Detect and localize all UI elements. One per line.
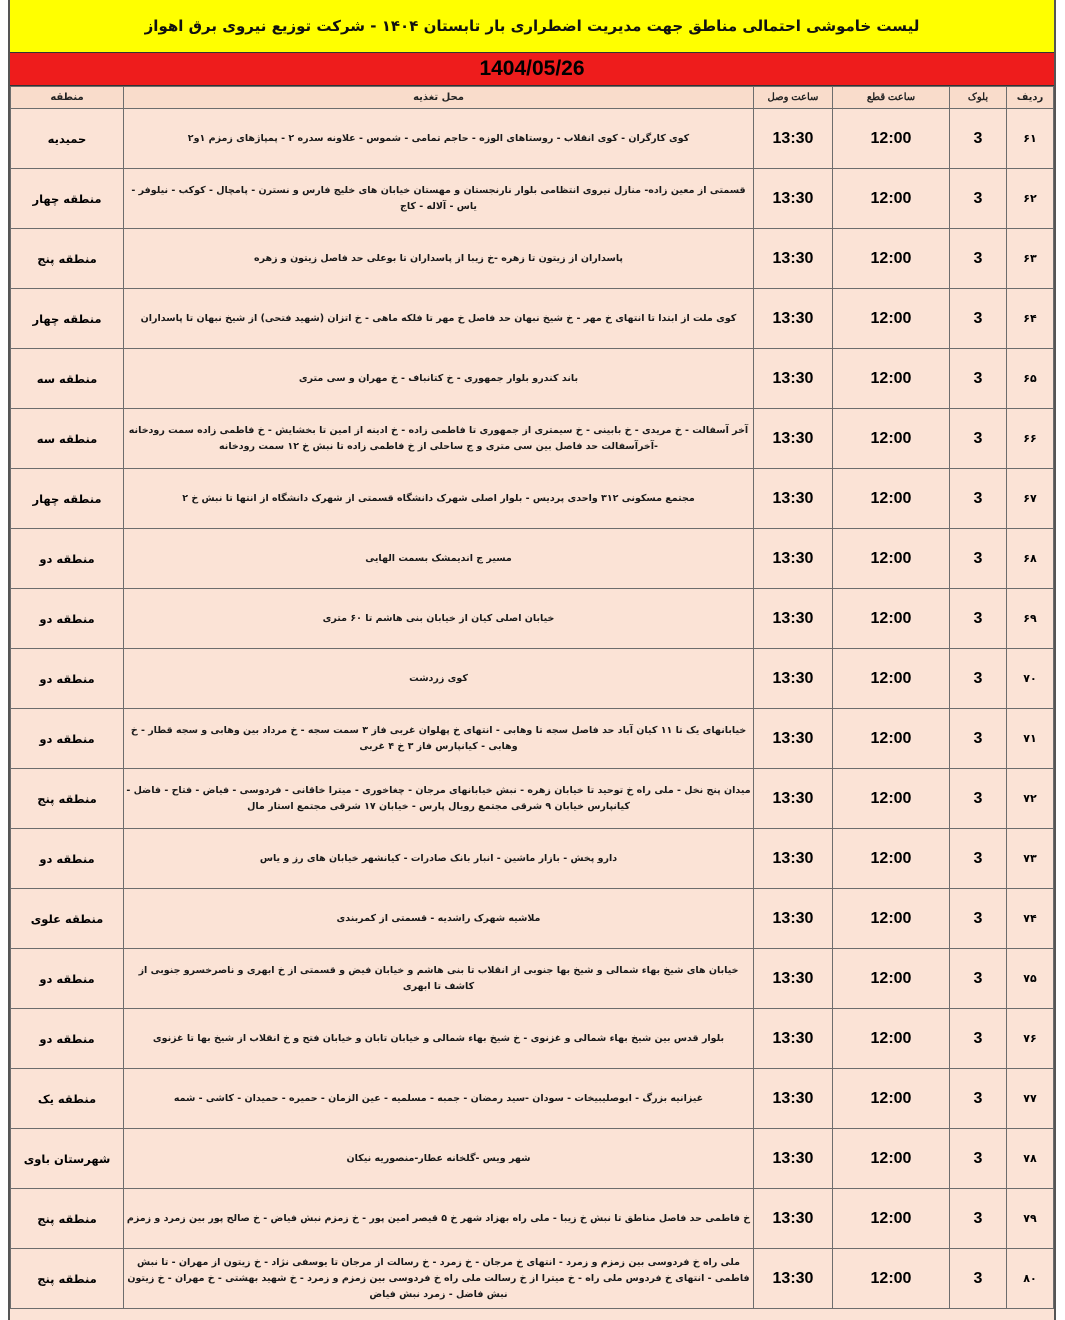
schedule-sheet [8, 0, 1056, 1320]
connect-time-cell: 13:30 [754, 769, 833, 829]
cut-time-cell: 12:00 [833, 1129, 950, 1189]
cut-time-cell: 12:00 [833, 769, 950, 829]
table-row [11, 529, 1054, 589]
block-cell: 3 [950, 1249, 1007, 1309]
connect-time-cell: 13:30 [754, 1249, 833, 1309]
connect-time-cell: 13:30 [754, 1129, 833, 1189]
row-number-cell: ۷۲ [1007, 769, 1054, 829]
column-header-region: منطقه [11, 87, 124, 109]
feed-location-cell: ملی راه خ فردوسی بین زمزم و زمرد - انتهای خ مرجان - خ زمرد - خ رسالت از مرجان تا یوسفی نژاد - خ زیتون از مهران - تا نبش فاطمی - انتهای خ فردوس ملی راه - خ میترا از خ رسالت ملی راه خ فردوسی بین زمزم و زمرد - خ شهید بهشتی - خ مهران - خ زیتون نبش فاضل - زمرد نبش فیاض [124, 1249, 754, 1309]
block-cell: 3 [950, 409, 1007, 469]
region-cell: حمیدیه [11, 109, 124, 169]
region-cell: منطقه دو [11, 1009, 124, 1069]
table-row [11, 1129, 1054, 1189]
table-body [11, 109, 1054, 1309]
cut-time-cell: 12:00 [833, 829, 950, 889]
row-number-cell: ۷۶ [1007, 1009, 1054, 1069]
connect-time-cell: 13:30 [754, 229, 833, 289]
feed-location-cell: کوی زردشت [124, 649, 754, 709]
cut-time-cell: 12:00 [833, 349, 950, 409]
feed-location-cell: پاسداران از زیتون تا زهره -خ زیبا از پاسداران تا بوعلی حد فاصل زیتون و زهره [124, 229, 754, 289]
table-row [11, 1249, 1054, 1309]
block-cell: 3 [950, 949, 1007, 1009]
row-number-cell: ۷۱ [1007, 709, 1054, 769]
block-cell: 3 [950, 169, 1007, 229]
connect-time-cell: 13:30 [754, 1189, 833, 1249]
region-cell: منطقه چهار [11, 469, 124, 529]
feed-location-cell: بلوار قدس بین شیخ بهاء شمالی و غزنوی - خ شیخ بهاء شمالی و خیابان تابان و خیابان فتح و خ انقلاب از شیخ بها تا غزنوی [124, 1009, 754, 1069]
table-row [11, 829, 1054, 889]
column-header-feed-location: محل تغذیه [124, 87, 754, 109]
table-row [11, 949, 1054, 1009]
region-cell: منطقه علوی [11, 889, 124, 949]
feed-location-cell: دارو پخش - بازار ماشین - انبار بانک صادرات - کیانشهر خیابان های رز و یاس [124, 829, 754, 889]
cut-time-cell: 12:00 [833, 589, 950, 649]
region-cell: منطقه پنج [11, 769, 124, 829]
row-number-cell: ۷۰ [1007, 649, 1054, 709]
connect-time-cell: 13:30 [754, 1009, 833, 1069]
region-cell: شهرستان باوی [11, 1129, 124, 1189]
block-cell: 3 [950, 589, 1007, 649]
block-cell: 3 [950, 1009, 1007, 1069]
row-number-cell: ۷۸ [1007, 1129, 1054, 1189]
feed-location-cell: خیابان اصلی کیان از خیابان بنی هاشم تا ۶۰ متری [124, 589, 754, 649]
table-row [11, 109, 1054, 169]
feed-location-cell: کوی کارگران - کوی انقلاب - روستاهای الوزه - حاجم تمامی - شموس - علاونه سدره ۲ - پمپاژهای زمزم ۱و۲ [124, 109, 754, 169]
connect-time-cell: 13:30 [754, 709, 833, 769]
block-cell: 3 [950, 529, 1007, 589]
feed-location-cell: میدان پنج نخل - ملی راه خ توحید تا خیابان زهره - نبش خیابانهای مرجان - چغاخوری - میترا خاقانی - فردوسی - فیاض - فتاح - فاضل - کیانپارس خیابان ۹ شرقی مجتمع رویال پارس - خیابان ۱۷ شرقی مجتمع استار مال [124, 769, 754, 829]
connect-time-cell: 13:30 [754, 829, 833, 889]
table-row [11, 1189, 1054, 1249]
row-number-cell: ۸۰ [1007, 1249, 1054, 1309]
feed-location-cell: مسیر ج اندیمشک بسمت الهایی [124, 529, 754, 589]
block-cell: 3 [950, 289, 1007, 349]
cut-time-cell: 12:00 [833, 709, 950, 769]
cut-time-cell: 12:00 [833, 529, 950, 589]
region-cell: منطقه دو [11, 649, 124, 709]
connect-time-cell: 13:30 [754, 409, 833, 469]
feed-location-cell: خیابانهای یک تا ۱۱ کیان آباد حد فاصل سجه تا وهابی - انتهای خ پهلوان غربی فاز ۳ سمت سجه - خ مرداد بین وهابی و سجه قطار - خ وهابی - کیانپارس فاز ۳ خ ۴ غربی [124, 709, 754, 769]
feed-location-cell: شهر ویس -گلخانه عطار-منصوریه نیکان [124, 1129, 754, 1189]
cut-time-cell: 12:00 [833, 169, 950, 229]
page-title: لیست خاموشی احتمالی مناطق جهت مدیریت اضطراری بار تابستان ۱۴۰۴ - شرکت توزیع نیروی برق اهواز [10, 0, 1054, 54]
table-header [11, 87, 1054, 109]
row-number-cell: ۶۱ [1007, 109, 1054, 169]
feed-location-cell: ملاشیه شهرک راشدیه - قسمتی از کمربندی [124, 889, 754, 949]
row-number-cell: ۶۷ [1007, 469, 1054, 529]
block-cell: 3 [950, 1069, 1007, 1129]
cut-time-cell: 12:00 [833, 229, 950, 289]
row-number-cell: ۷۳ [1007, 829, 1054, 889]
row-number-cell: ۶۳ [1007, 229, 1054, 289]
connect-time-cell: 13:30 [754, 889, 833, 949]
cut-time-cell: 12:00 [833, 469, 950, 529]
block-cell: 3 [950, 829, 1007, 889]
region-cell: منطقه یک [11, 1069, 124, 1129]
connect-time-cell: 13:30 [754, 949, 833, 1009]
feed-location-cell: خ فاطمی حد فاصل مناطق تا نبش خ زیبا - ملی راه بهزاد شهر خ ۵ قیصر امین پور - خ زمزم نبش فیاض - خ صالح پور بین زمرد و زمزم [124, 1189, 754, 1249]
table-row [11, 169, 1054, 229]
cut-time-cell: 12:00 [833, 1069, 950, 1129]
feed-location-cell: مجتمع مسکونی ۳۱۲ واحدی پردیس - بلوار اصلی شهرک دانشگاه قسمتی از شهرک دانشگاه از انتها تا نبش خ ۲ [124, 469, 754, 529]
table-row [11, 649, 1054, 709]
cut-time-cell: 12:00 [833, 289, 950, 349]
cut-time-cell: 12:00 [833, 109, 950, 169]
region-cell: منطقه چهار [11, 169, 124, 229]
row-number-cell: ۷۴ [1007, 889, 1054, 949]
feed-location-cell: کوی ملت از ابتدا تا انتهای خ مهر - خ شیخ نبهان حد فاصل خ مهر تا فلکه ماهی - خ اتزان (شهید فتحی) از شیخ نبهان تا پاسداران [124, 289, 754, 349]
column-header-cut-time: ساعت قطع [833, 87, 950, 109]
block-cell: 3 [950, 229, 1007, 289]
block-cell: 3 [950, 769, 1007, 829]
block-cell: 3 [950, 469, 1007, 529]
cut-time-cell: 12:00 [833, 409, 950, 469]
cut-time-cell: 12:00 [833, 649, 950, 709]
block-cell: 3 [950, 889, 1007, 949]
connect-time-cell: 13:30 [754, 469, 833, 529]
cut-time-cell: 12:00 [833, 1249, 950, 1309]
block-cell: 3 [950, 1189, 1007, 1249]
region-cell: منطقه پنج [11, 1189, 124, 1249]
connect-time-cell: 13:30 [754, 289, 833, 349]
connect-time-cell: 13:30 [754, 529, 833, 589]
header-row [11, 87, 1054, 109]
table-row [11, 589, 1054, 649]
table-row [11, 709, 1054, 769]
table-row [11, 289, 1054, 349]
column-header-block: بلوک [950, 87, 1007, 109]
row-number-cell: ۶۵ [1007, 349, 1054, 409]
table-row [11, 409, 1054, 469]
cut-time-cell: 12:00 [833, 1009, 950, 1069]
region-cell: منطقه دو [11, 949, 124, 1009]
row-number-cell: ۶۲ [1007, 169, 1054, 229]
row-number-cell: ۶۹ [1007, 589, 1054, 649]
table-row [11, 349, 1054, 409]
connect-time-cell: 13:30 [754, 349, 833, 409]
region-cell: منطقه پنج [11, 1249, 124, 1309]
connect-time-cell: 13:30 [754, 589, 833, 649]
feed-location-cell: باند کندرو بلوار جمهوری - خ کتانباف - خ مهران و سی متری [124, 349, 754, 409]
column-header-connect-time: ساعت وصل [754, 87, 833, 109]
block-cell: 3 [950, 109, 1007, 169]
row-number-cell: ۶۶ [1007, 409, 1054, 469]
column-header-row: ردیف [1007, 87, 1054, 109]
feed-location-cell: آخر آسفالت - خ مریدی - خ بابینی - خ سیمتری از جمهوری تا فاطمی زاده - خ ادینه از امین تا بخشایش - خ فاطمی زاده سمت رودخانه -آخرآسفالت حد فاصل بین سی متری و ج ساحلی از خ فاطمی زاده تا نبش خ ۱۲ سمت رودخانه [124, 409, 754, 469]
feed-location-cell: غیزانیه بزرگ - ابوصلیبیخات - سودان -سید رمضان - جمبه - مسلمیه - عین الزمان - حمیره - حمیدان - کاشی - شمه [124, 1069, 754, 1129]
connect-time-cell: 13:30 [754, 109, 833, 169]
outage-table [10, 86, 1054, 1309]
region-cell: منطقه چهار [11, 289, 124, 349]
table-row [11, 1069, 1054, 1129]
block-cell: 3 [950, 1129, 1007, 1189]
connect-time-cell: 13:30 [754, 649, 833, 709]
region-cell: منطقه سه [11, 349, 124, 409]
table-row [11, 889, 1054, 949]
connect-time-cell: 13:30 [754, 1069, 833, 1129]
table-row [11, 229, 1054, 289]
row-number-cell: ۷۹ [1007, 1189, 1054, 1249]
block-cell: 3 [950, 709, 1007, 769]
region-cell: منطقه دو [11, 529, 124, 589]
cut-time-cell: 12:00 [833, 949, 950, 1009]
connect-time-cell: 13:30 [754, 169, 833, 229]
region-cell: منطقه دو [11, 829, 124, 889]
region-cell: منطقه سه [11, 409, 124, 469]
table-row [11, 469, 1054, 529]
row-number-cell: ۶۸ [1007, 529, 1054, 589]
row-number-cell: ۷۵ [1007, 949, 1054, 1009]
region-cell: منطقه دو [11, 709, 124, 769]
table-row [11, 769, 1054, 829]
feed-location-cell: خیابان های شیخ بهاء شمالی و شیخ بها جنوبی از انقلاب تا بنی هاشم و خیابان فیض و قسمتی از خ ابهری و ناصرخسرو جنوبی از کاشف تا ابهری [124, 949, 754, 1009]
schedule-date: 1404/05/26 [10, 53, 1054, 87]
block-cell: 3 [950, 349, 1007, 409]
region-cell: منطقه دو [11, 589, 124, 649]
row-number-cell: ۶۴ [1007, 289, 1054, 349]
cut-time-cell: 12:00 [833, 1189, 950, 1249]
table-row [11, 1009, 1054, 1069]
block-cell: 3 [950, 649, 1007, 709]
row-number-cell: ۷۷ [1007, 1069, 1054, 1129]
cut-time-cell: 12:00 [833, 889, 950, 949]
region-cell: منطقه پنج [11, 229, 124, 289]
feed-location-cell: قسمتی از معین زاده- منازل نیروی انتظامی بلوار نارنجستان و مهستان خیابان های خلیج فارس و نسترن - پامچال - کوکب - نیلوفر - یاس - آلاله - کاج [124, 169, 754, 229]
